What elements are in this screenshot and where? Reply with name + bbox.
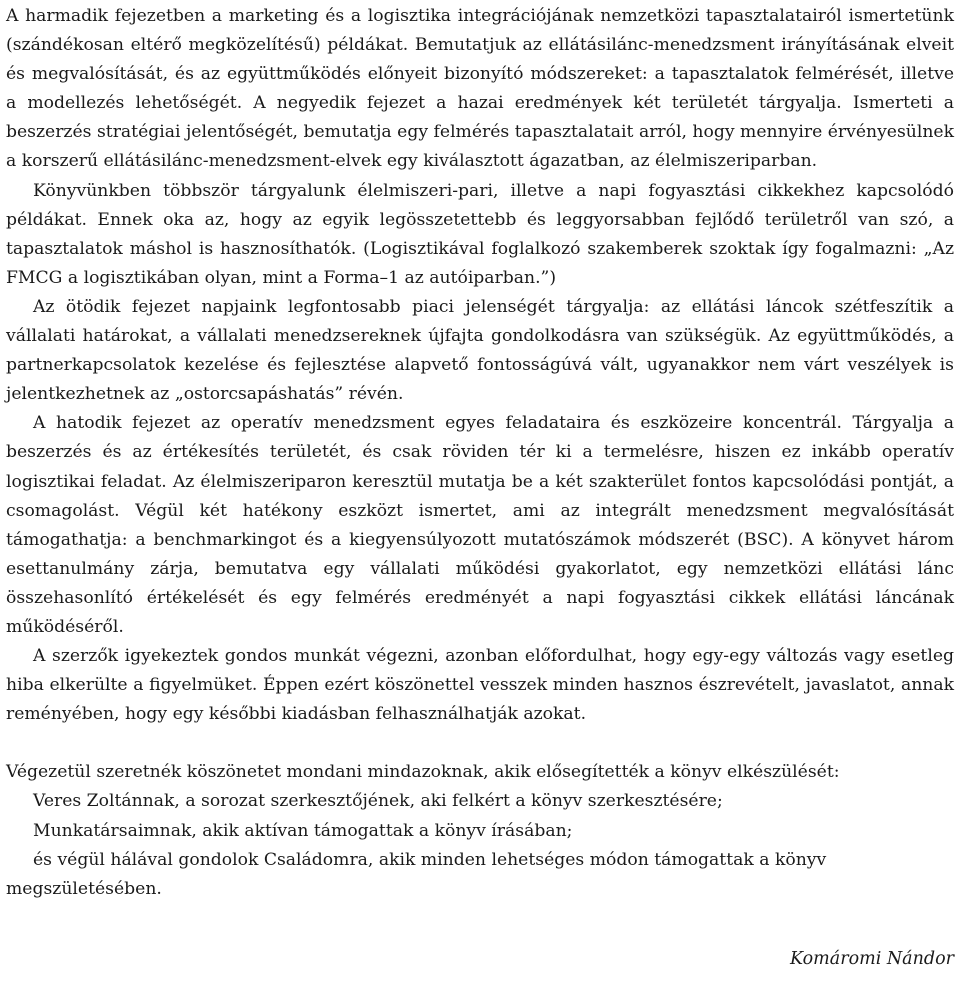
paragraph-authors-note: A szerzők igyekeztek gondos munkát végezni, azonban előfordulhat, hogy egy-egy változás vagy esetleg hiba elkerülte a figyelmüket. Éppen ezért köszönettel vesszek minden hasznos észrevételt, javaslatot, annak reményében, hogy egy későbbi kiadásban felhasználhatják azokat.: [6, 646, 954, 725]
paragraph-chapter-5: Az ötödik fejezet napjaink legfontosabb piaci jelenségét tárgyalja: az ellátási láncok szétfeszítik a vállalati határokat, a vállalati menedzsereknek újfajta gondolkodásra van szükségük. Az együttműködés, a partnerkapcsolatok kezelése és fejlesztése alapvető fontosságúvá vált, ugyanakkor nem várt veszélyek is jelentkezhetnek az „ostorcsapáshatás” révén.: [6, 296, 954, 405]
acknowledgements-intro: Végezetül szeretnék köszönetet mondani mindazoknak, akik elősegítették a könyv elkészülését:: [6, 762, 840, 783]
acknowledgement-item: és végül hálával gondolok Családomra, akik minden lehetséges módon támogattak a könyv megszületésében.: [6, 849, 827, 899]
paragraph-fmcg-examples: Könyvünkben többször tárgyalunk élelmiszeri-pari, illetve a napi fogyasztási cikkekhez kapcsolódó példákat. Ennek oka az, hogy az egyik legösszetettebb és leggyorsabban fejlődő területről van szó, a tapasztalatok máshol is hasznosíthatók. (Logisztikával foglalkozó szakemberek szoktak így fogalmazni: „Az FMCG a logisztikában olyan, mint a Forma–1 az autóiparban.”): [6, 180, 954, 288]
paragraph-chapter-6: A hatodik fejezet az operatív menedzsment egyes feladataira és eszközeire koncentrál. Tárgyalja a beszerzés és az értékesítés területét, és csak röviden tér ki a termelésre, hiszen ez inkább operatív logisztikai feladat. Az élelmiszeriparon keresztül mutatja be a két szakterület fontos kapcsolódási pontját, a csomagolást. Végül két hatékony eszközt ismertet, ami az integrált menedzsment megvalósítását támogathatja: a benchmarkingot és a kiegyensúlyozott mutatószámok módszerét (BSC). A könyvet három esettanulmány zárja, bemutatva egy vállalati működési gyakorlatot, egy nemzetközi ellátási lánc összehasonlító értékelését és egy felmérés eredményét a napi fogyasztási cikkek ellátási láncának működéséről.: [6, 413, 954, 637]
document-body: [6, 2, 954, 904]
acknowledgement-item: Munkatársaimnak, akik aktívan támogattak a könyv írásában;: [33, 820, 573, 841]
acknowledgement-item: Veres Zoltánnak, a sorozat szerkesztőjének, aki felkért a könyv szerkesztésére;: [33, 791, 723, 812]
author-signature: Komáromi Nándor: [790, 949, 954, 969]
paragraph-chapters-3-4: A harmadik fejezetben a marketing és a logisztika integrációjának nemzetközi tapasztalatairól ismertetünk (szándékosan eltérő megközelítésű) példákat. Bemutatjuk az ellátásilánc-menedzsment irányításának elveit és megvalósítását, és az együttműködés előnyeit bizonyító módszereket: a tapasztalatok felmérését, illetve a modellezés lehetőségét. A negyedik fejezet a hazai eredmények két területét tárgyalja. Ismerteti a beszerzés stratégiai jelentőségét, bemutatja egy felmérés tapasztalatait arról, hogy mennyire érvényesülnek a korszerű ellátásilánc-menedzsment-elvek egy kiválasztott ágazatban, az élelmiszeriparban.: [6, 6, 954, 172]
section-spacer: [6, 729, 954, 758]
